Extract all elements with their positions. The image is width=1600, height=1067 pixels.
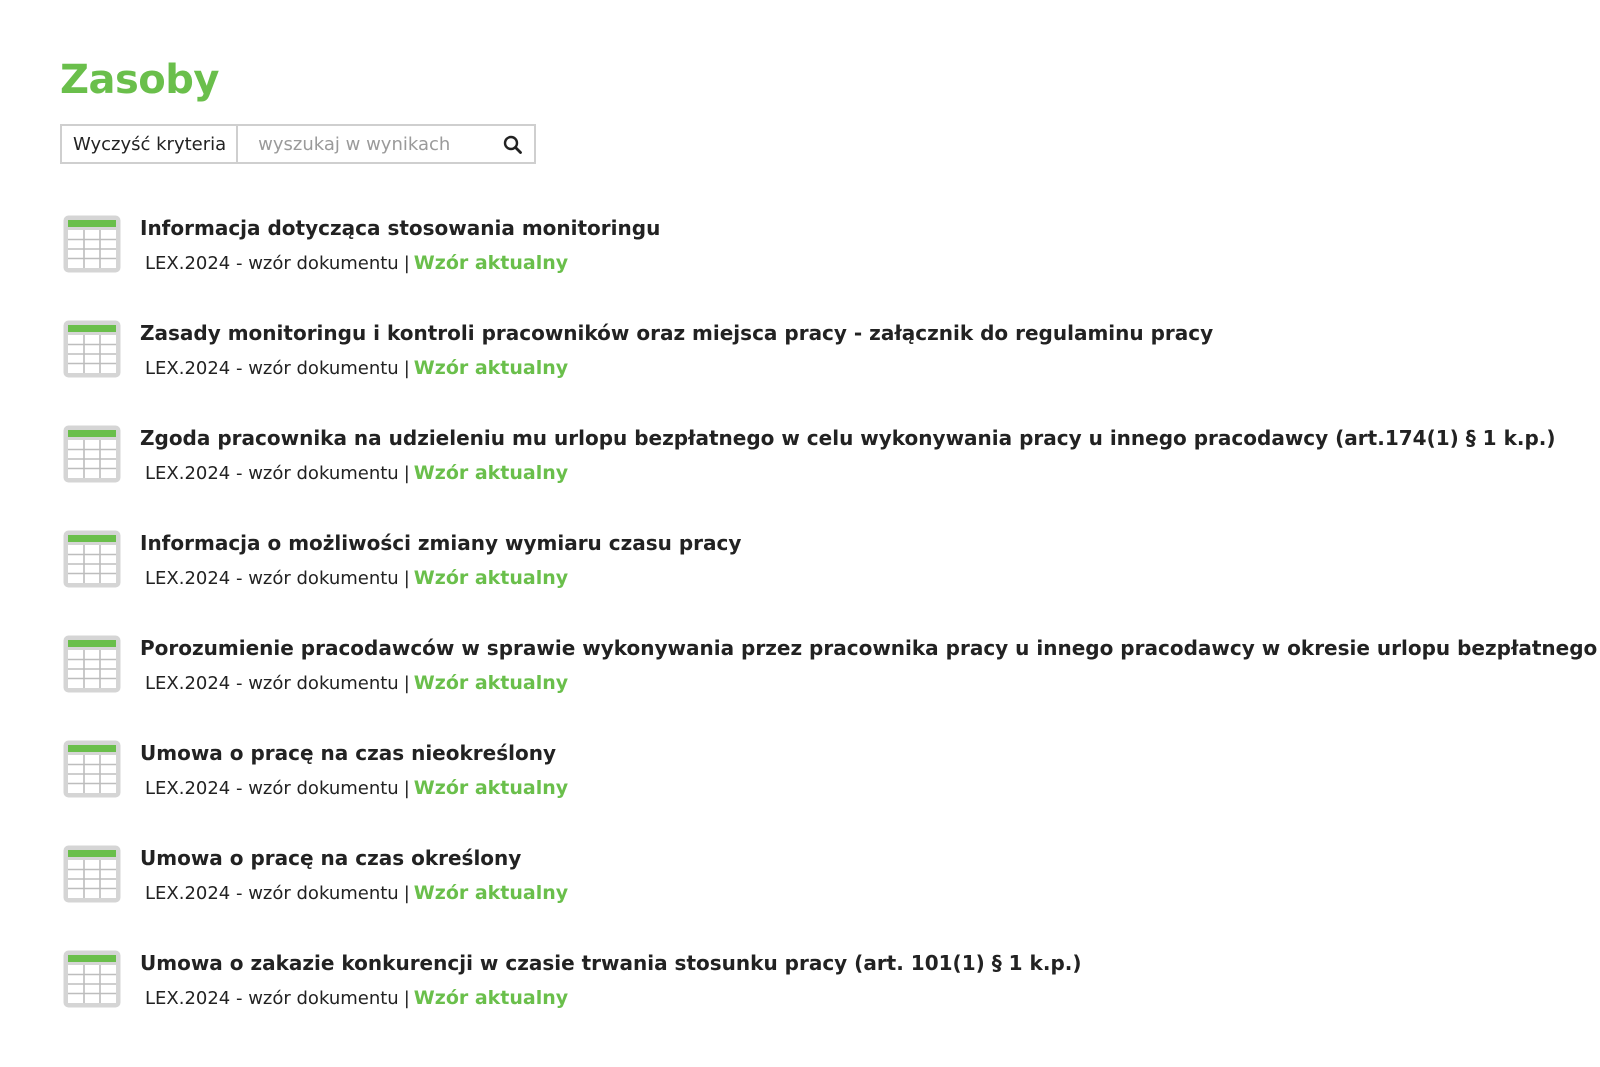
search-field xyxy=(238,124,536,164)
result-title-link[interactable]: Informacja o możliwości zmiany wymiaru czasu pracy xyxy=(140,531,742,555)
result-item xyxy=(60,838,1580,943)
status-badge: Wzór aktualny xyxy=(413,357,569,379)
result-item xyxy=(60,733,1580,838)
result-meta xyxy=(145,565,568,592)
result-title-link[interactable]: Umowa o pracę na czas nieokreślony xyxy=(140,741,556,765)
result-source: LEX.2024 - wzór dokumentu xyxy=(145,988,399,1009)
result-title-link[interactable]: Zasady monitoringu i kontroli pracowników oraz miejsca pracy - załącznik do regulaminu pracy xyxy=(140,321,1214,345)
result-meta xyxy=(145,250,568,277)
result-title-link[interactable]: Porozumienie pracodawców w sprawie wykonywania przez pracownika pracy u innego pracodawcy w okresie urlopu bezpłatnego xyxy=(140,636,1598,660)
status-badge: Wzór aktualny xyxy=(413,987,569,1009)
clear-criteria-button[interactable]: Wyczyść kryteria xyxy=(60,124,238,164)
result-source: LEX.2024 - wzór dokumentu xyxy=(145,568,399,589)
result-source: LEX.2024 - wzór dokumentu xyxy=(145,463,399,484)
status-badge: Wzór aktualny xyxy=(413,672,569,694)
result-source: LEX.2024 - wzór dokumentu xyxy=(145,358,399,379)
meta-separator: | xyxy=(403,778,410,799)
meta-separator: | xyxy=(403,673,410,694)
result-source: LEX.2024 - wzór dokumentu xyxy=(145,778,399,799)
result-meta xyxy=(145,775,568,802)
result-title-link[interactable]: Umowa o zakazie konkurencji w czasie trwania stosunku pracy (art. 101(1) § 1 k.p.) xyxy=(140,951,1082,975)
result-meta xyxy=(145,355,568,382)
result-item xyxy=(60,523,1580,628)
table-document-icon[interactable] xyxy=(62,529,122,589)
table-document-icon[interactable] xyxy=(62,214,122,274)
result-source: LEX.2024 - wzór dokumentu xyxy=(145,673,399,694)
table-document-icon[interactable] xyxy=(62,739,122,799)
result-title-link[interactable]: Zgoda pracownika na udzieleniu mu urlopu bezpłatnego w celu wykonywania pracy u innego pracodawcy (art.174(1) § 1 k.p.) xyxy=(140,426,1556,450)
search-icon[interactable] xyxy=(502,134,524,156)
table-document-icon[interactable] xyxy=(62,319,122,379)
result-source: LEX.2024 - wzór dokumentu xyxy=(145,883,399,904)
result-source: LEX.2024 - wzór dokumentu xyxy=(145,253,399,274)
result-meta xyxy=(145,880,568,907)
search-input[interactable] xyxy=(238,126,534,162)
status-badge: Wzór aktualny xyxy=(413,777,569,799)
meta-separator: | xyxy=(403,358,410,379)
result-meta xyxy=(145,460,568,487)
result-meta xyxy=(145,670,568,697)
result-item xyxy=(60,208,1580,313)
table-document-icon[interactable] xyxy=(62,634,122,694)
search-bar xyxy=(60,124,536,164)
result-title-link[interactable]: Umowa o pracę na czas określony xyxy=(140,846,522,870)
result-item xyxy=(60,628,1598,733)
table-document-icon[interactable] xyxy=(62,424,122,484)
result-item xyxy=(60,418,1580,523)
meta-separator: | xyxy=(403,568,410,589)
meta-separator: | xyxy=(403,463,410,484)
table-document-icon[interactable] xyxy=(62,949,122,1009)
status-badge: Wzór aktualny xyxy=(413,567,569,589)
status-badge: Wzór aktualny xyxy=(413,462,569,484)
result-item xyxy=(60,313,1580,418)
meta-separator: | xyxy=(403,253,410,274)
meta-separator: | xyxy=(403,883,410,904)
status-badge: Wzór aktualny xyxy=(413,882,569,904)
meta-separator: | xyxy=(403,988,410,1009)
result-title-link[interactable]: Informacja dotycząca stosowania monitoringu xyxy=(140,216,661,240)
result-meta xyxy=(145,985,568,1012)
result-item xyxy=(60,943,1580,1048)
page-title: Zasoby xyxy=(60,57,219,103)
table-document-icon[interactable] xyxy=(62,844,122,904)
status-badge: Wzór aktualny xyxy=(413,252,569,274)
results-list xyxy=(60,208,1598,1048)
